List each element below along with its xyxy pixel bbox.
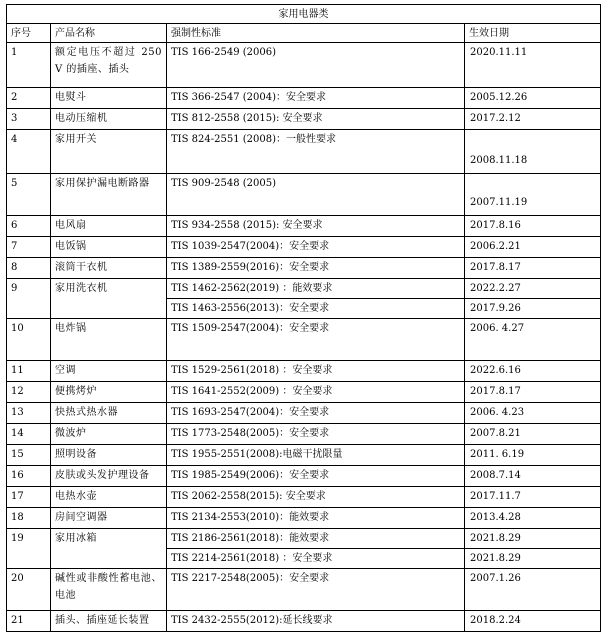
row-date: 2011. 6.19 xyxy=(465,445,601,466)
row-name: 电饭锅 xyxy=(51,237,167,258)
row-standard: TIS 1509-2547(2004)：安全要求 xyxy=(167,319,465,361)
table-title-row xyxy=(7,5,601,24)
row-no: 6 xyxy=(7,216,51,237)
row-date: 2007.1.26 xyxy=(465,569,601,611)
row-date: 2007.11.19 xyxy=(465,174,601,216)
row-name: 微波炉 xyxy=(51,424,167,445)
row-standard: TIS 1462-2562(2019) ：能效要求 xyxy=(167,279,465,299)
table-row xyxy=(7,569,601,611)
row-no: 4 xyxy=(7,130,51,174)
table-row xyxy=(7,466,601,487)
row-standard: TIS 909-2548 (2005) xyxy=(167,174,465,216)
row-name: 房间空调器 xyxy=(51,508,167,529)
row-no: 20 xyxy=(7,569,51,611)
row-standard: TIS 1985-2549(2006)：安全要求 xyxy=(167,466,465,487)
row-name: 皮肤或头发护理设备 xyxy=(51,466,167,487)
table-row xyxy=(7,109,601,130)
row-no: 15 xyxy=(7,445,51,466)
row-name: 碱性或非酸性蓄电池、电池 xyxy=(51,569,167,611)
row-name: 插头、插座延长装置 xyxy=(51,611,167,632)
row-date: 2006. 4.27 xyxy=(465,319,601,361)
row-date: 2017.9.26 xyxy=(465,299,601,319)
standards-table-container xyxy=(6,4,600,632)
row-no: 1 xyxy=(7,43,51,88)
table-row xyxy=(7,237,601,258)
row-standard: TIS 166-2549 (2006) xyxy=(167,43,465,88)
row-no: 3 xyxy=(7,109,51,130)
row-standard: TIS 2432-2555(2012):延长线要求 xyxy=(167,611,465,632)
row-date: 2008.7.14 xyxy=(465,466,601,487)
row-standard: TIS 1389-2559(2016)：安全要求 xyxy=(167,258,465,279)
table-title: 家用电器类 xyxy=(7,5,601,24)
row-name: 电动压缩机 xyxy=(51,109,167,130)
row-name: 电风扇 xyxy=(51,216,167,237)
header-row xyxy=(7,24,601,43)
row-standard: TIS 824-2551 (2008)：一般性要求 xyxy=(167,130,465,174)
row-date: 2018.2.24 xyxy=(465,611,601,632)
table-row xyxy=(7,43,601,88)
row-date: 2017.2.12 xyxy=(465,109,601,130)
row-standard: TIS 2134-2553(2010)：能效要求 xyxy=(167,508,465,529)
header-no: 序号 xyxy=(7,24,51,43)
row-no: 10 xyxy=(7,319,51,361)
row-date: 2006. 4.23 xyxy=(465,403,601,424)
row-no: 8 xyxy=(7,258,51,279)
table-row xyxy=(7,508,601,529)
row-date: 2021.8.29 xyxy=(465,549,601,569)
header-name: 产品名称 xyxy=(51,24,167,43)
row-no: 14 xyxy=(7,424,51,445)
row-no: 21 xyxy=(7,611,51,632)
standards-table xyxy=(6,4,601,632)
row-date: 2022.2.27 xyxy=(465,279,601,299)
table-row xyxy=(7,487,601,508)
row-name: 电热水壶 xyxy=(51,487,167,508)
row-standard: TIS 1529-2561(2018) ：安全要求 xyxy=(167,361,465,382)
table-row xyxy=(7,216,601,237)
header-standard: 强制性标准 xyxy=(167,24,465,43)
row-no: 17 xyxy=(7,487,51,508)
row-date: 2017.8.17 xyxy=(465,382,601,403)
row-date: 2013.4.28 xyxy=(465,508,601,529)
table-row xyxy=(7,130,601,174)
row-name: 滚筒干衣机 xyxy=(51,258,167,279)
row-no: 2 xyxy=(7,88,51,109)
row-name: 便携烤炉 xyxy=(51,382,167,403)
row-name: 家用冰箱 xyxy=(51,529,167,569)
row-no: 12 xyxy=(7,382,51,403)
row-date: 2020.11.11 xyxy=(465,43,601,88)
row-name: 电熨斗 xyxy=(51,88,167,109)
row-standard: TIS 2214-2561(2018) ：安全要求 xyxy=(167,549,465,569)
row-no: 13 xyxy=(7,403,51,424)
row-date: 2022.6.16 xyxy=(465,361,601,382)
row-standard: TIS 2186-2561(2018)：能效要求 xyxy=(167,529,465,549)
row-standard: TIS 1693-2547(2004)：安全要求 xyxy=(167,403,465,424)
row-no: 9 xyxy=(7,279,51,319)
row-date: 2005.12.26 xyxy=(465,88,601,109)
row-date: 2007.8.21 xyxy=(465,424,601,445)
row-no: 5 xyxy=(7,174,51,216)
row-standard: TIS 1641-2552(2009) ：安全要求 xyxy=(167,382,465,403)
row-standard: TIS 1955-2551(2008):电磁干扰限量 xyxy=(167,445,465,466)
row-standard: TIS 934-2558 (2015): 安全要求 xyxy=(167,216,465,237)
table-row xyxy=(7,403,601,424)
row-standard: TIS 1463-2556(2013)：安全要求 xyxy=(167,299,465,319)
table-row xyxy=(7,319,601,361)
table-row xyxy=(7,611,601,632)
row-no: 16 xyxy=(7,466,51,487)
row-date: 2006.2.21 xyxy=(465,237,601,258)
header-date: 生效日期 xyxy=(465,24,601,43)
row-name: 家用开关 xyxy=(51,130,167,174)
row-date: 2017.8.16 xyxy=(465,216,601,237)
row-date: 2017.8.17 xyxy=(465,258,601,279)
row-no: 19 xyxy=(7,529,51,569)
row-name: 家用保护漏电断路器 xyxy=(51,174,167,216)
table-row xyxy=(7,279,601,299)
row-date: 2008.11.18 xyxy=(465,130,601,174)
row-standard: TIS 366-2547 (2004)：安全要求 xyxy=(167,88,465,109)
table-row xyxy=(7,424,601,445)
row-name: 电炸锅 xyxy=(51,319,167,361)
table-row xyxy=(7,361,601,382)
table-row xyxy=(7,445,601,466)
row-standard: TIS 1773-2548(2005)：安全要求 xyxy=(167,424,465,445)
row-date: 2017.11.7 xyxy=(465,487,601,508)
table-row xyxy=(7,382,601,403)
row-date: 2021.8.29 xyxy=(465,529,601,549)
row-name: 照明设备 xyxy=(51,445,167,466)
row-no: 18 xyxy=(7,508,51,529)
row-name: 快热式热水器 xyxy=(51,403,167,424)
table-row xyxy=(7,88,601,109)
row-name: 额定电压不超过 250 V 的插座、插头 xyxy=(51,43,167,88)
row-no: 7 xyxy=(7,237,51,258)
row-no: 11 xyxy=(7,361,51,382)
row-standard: TIS 2062-2558(2015): 安全要求 xyxy=(167,487,465,508)
table-row xyxy=(7,174,601,216)
row-standard: TIS 2217-2548(2005)：安全要求 xyxy=(167,569,465,611)
table-row xyxy=(7,258,601,279)
row-name: 空调 xyxy=(51,361,167,382)
row-standard: TIS 812-2558 (2015): 安全要求 xyxy=(167,109,465,130)
row-standard: TIS 1039-2547(2004)：安全要求 xyxy=(167,237,465,258)
table-row xyxy=(7,529,601,549)
row-name: 家用洗衣机 xyxy=(51,279,167,319)
